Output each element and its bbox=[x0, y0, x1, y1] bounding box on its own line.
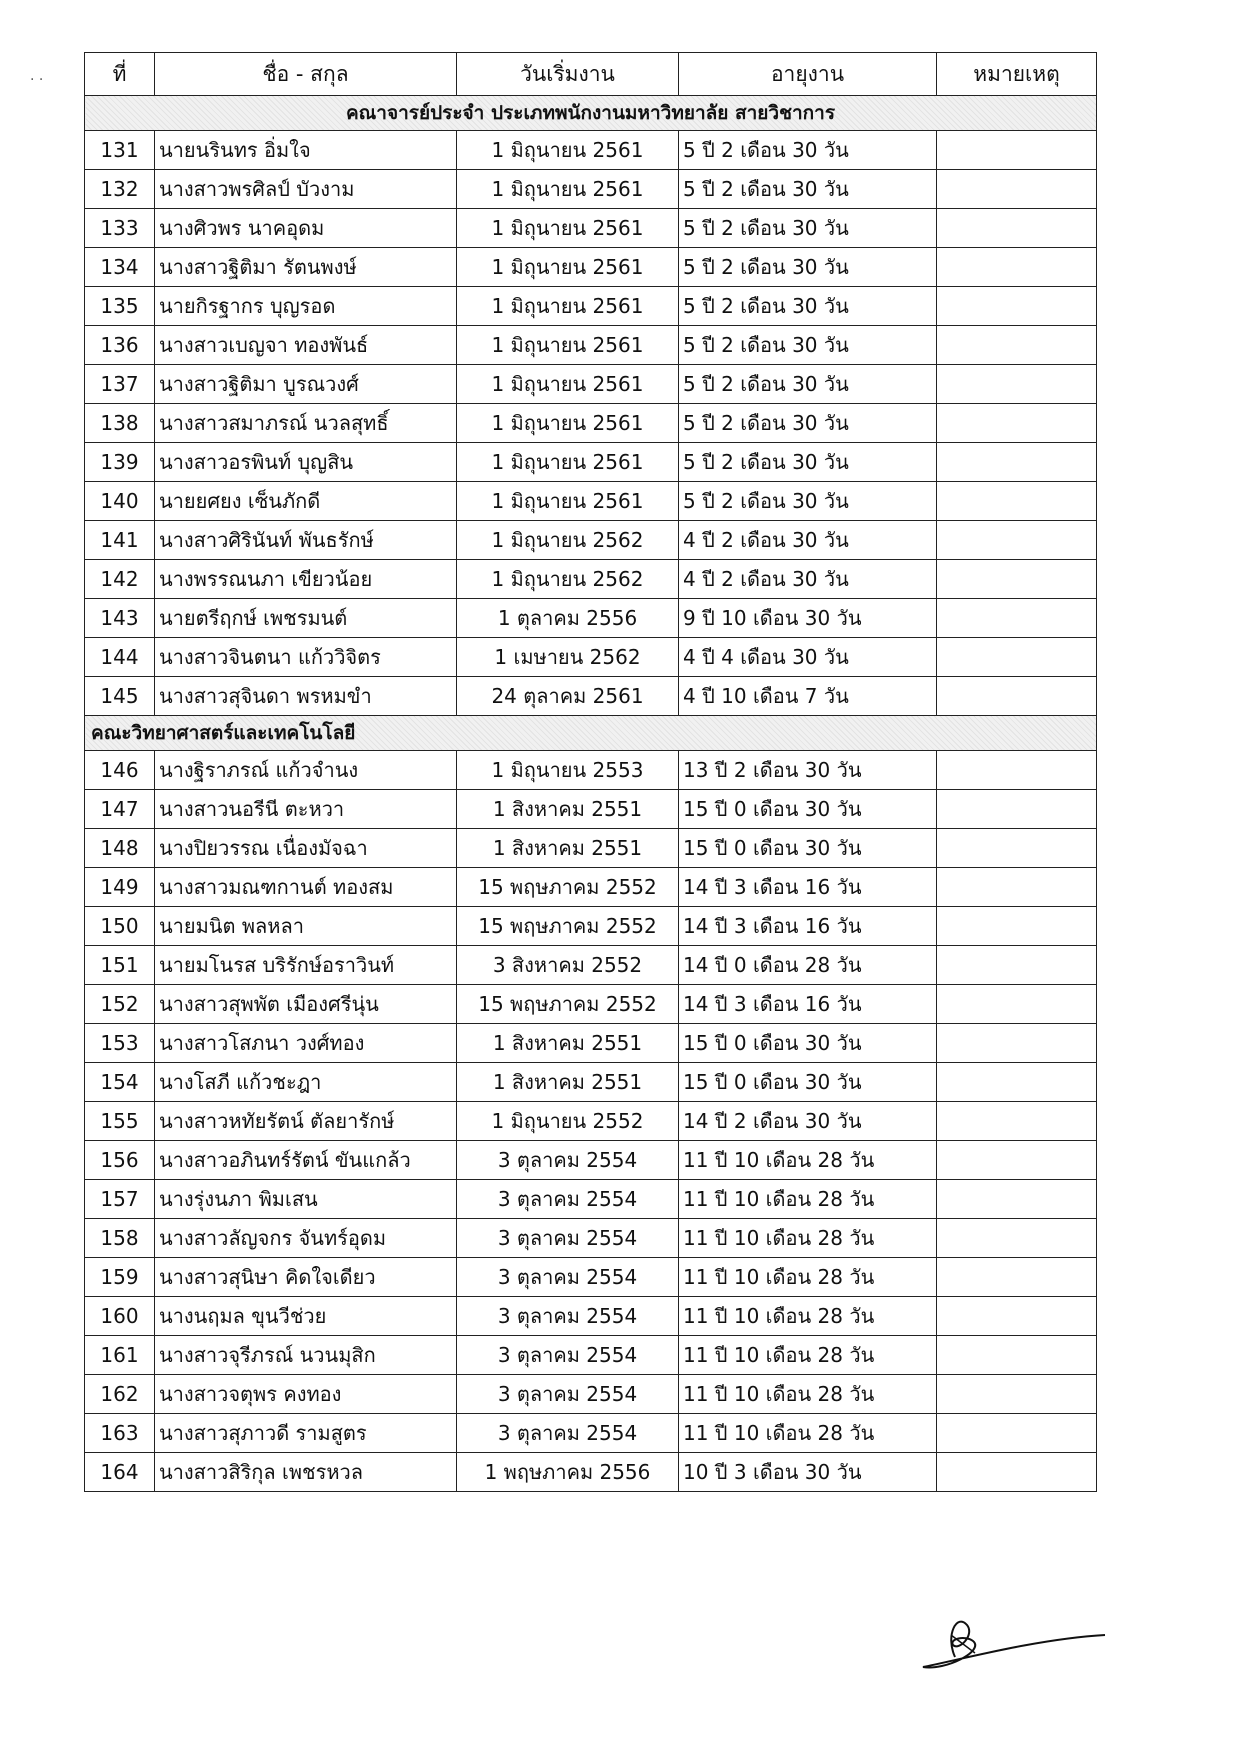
section-header-row bbox=[85, 96, 1097, 131]
row-name: นายตรีฤกษ์ เพชรมนต์ bbox=[155, 599, 457, 638]
row-start-date: 3 ตุลาคม 2554 bbox=[457, 1336, 679, 1375]
row-name: นางฐิราภรณ์ แก้วจำนง bbox=[155, 751, 457, 790]
row-name: นางสาวสุจินดา พรหมขำ bbox=[155, 677, 457, 716]
table-row bbox=[85, 1375, 1097, 1414]
header-no: ที่ bbox=[85, 53, 155, 96]
row-remark bbox=[937, 209, 1097, 248]
table-row bbox=[85, 287, 1097, 326]
row-name: นางสาวสิริกุล เพชรหวล bbox=[155, 1453, 457, 1492]
signature-mark bbox=[915, 1595, 1115, 1675]
header-start-date: วันเริ่มงาน bbox=[457, 53, 679, 96]
row-remark bbox=[937, 1024, 1097, 1063]
row-start-date: 3 ตุลาคม 2554 bbox=[457, 1219, 679, 1258]
row-number: 153 bbox=[85, 1024, 155, 1063]
row-tenure: 11 ปี 10 เดือน 28 วัน bbox=[679, 1336, 937, 1375]
row-start-date: 3 ตุลาคม 2554 bbox=[457, 1297, 679, 1336]
row-name: นางสาวอภินทร์รัตน์ ขันแกล้ว bbox=[155, 1141, 457, 1180]
table-row bbox=[85, 1219, 1097, 1258]
row-number: 163 bbox=[85, 1414, 155, 1453]
table-row bbox=[85, 985, 1097, 1024]
header-tenure: อายุงาน bbox=[679, 53, 937, 96]
row-number: 151 bbox=[85, 946, 155, 985]
row-number: 143 bbox=[85, 599, 155, 638]
row-tenure: 5 ปี 2 เดือน 30 วัน bbox=[679, 131, 937, 170]
row-name: นางสาวนอรีนี ตะหวา bbox=[155, 790, 457, 829]
row-remark bbox=[937, 248, 1097, 287]
row-name: นางสาวสุนิษา คิดใจเดียว bbox=[155, 1258, 457, 1297]
row-name: นางโสภี แก้วชะฎา bbox=[155, 1063, 457, 1102]
row-name: นายกิรฐากร บุญรอด bbox=[155, 287, 457, 326]
row-name: นางสาวฐิติมา บูรณวงศ์ bbox=[155, 365, 457, 404]
row-number: 131 bbox=[85, 131, 155, 170]
row-remark bbox=[937, 326, 1097, 365]
row-number: 134 bbox=[85, 248, 155, 287]
table-row bbox=[85, 751, 1097, 790]
row-tenure: 11 ปี 10 เดือน 28 วัน bbox=[679, 1258, 937, 1297]
row-number: 156 bbox=[85, 1141, 155, 1180]
row-tenure: 11 ปี 10 เดือน 28 วัน bbox=[679, 1180, 937, 1219]
row-start-date: 1 ตุลาคม 2556 bbox=[457, 599, 679, 638]
row-tenure: 15 ปี 0 เดือน 30 วัน bbox=[679, 1063, 937, 1102]
row-number: 149 bbox=[85, 868, 155, 907]
row-number: 159 bbox=[85, 1258, 155, 1297]
row-start-date: 1 มิถุนายน 2561 bbox=[457, 209, 679, 248]
row-tenure: 5 ปี 2 เดือน 30 วัน bbox=[679, 287, 937, 326]
row-name: นางสาวจตุพร คงทอง bbox=[155, 1375, 457, 1414]
row-number: 152 bbox=[85, 985, 155, 1024]
table-row bbox=[85, 248, 1097, 287]
row-remark bbox=[937, 868, 1097, 907]
row-name: นายมโนรส บริรักษ์อราวินท์ bbox=[155, 946, 457, 985]
table-row bbox=[85, 829, 1097, 868]
row-number: 144 bbox=[85, 638, 155, 677]
row-remark bbox=[937, 1297, 1097, 1336]
row-number: 132 bbox=[85, 170, 155, 209]
row-tenure: 15 ปี 0 เดือน 30 วัน bbox=[679, 829, 937, 868]
table-row bbox=[85, 1141, 1097, 1180]
row-start-date: 15 พฤษภาคม 2552 bbox=[457, 985, 679, 1024]
table-row bbox=[85, 638, 1097, 677]
row-start-date: 3 ตุลาคม 2554 bbox=[457, 1180, 679, 1219]
row-name: นางสาวเบญจา ทองพันธ์ bbox=[155, 326, 457, 365]
row-remark bbox=[937, 1219, 1097, 1258]
table-row bbox=[85, 868, 1097, 907]
row-tenure: 5 ปี 2 เดือน 30 วัน bbox=[679, 326, 937, 365]
row-number: 145 bbox=[85, 677, 155, 716]
row-start-date: 3 ตุลาคม 2554 bbox=[457, 1141, 679, 1180]
table-row bbox=[85, 790, 1097, 829]
row-tenure: 11 ปี 10 เดือน 28 วัน bbox=[679, 1297, 937, 1336]
row-number: 164 bbox=[85, 1453, 155, 1492]
table-row bbox=[85, 404, 1097, 443]
row-tenure: 4 ปี 2 เดือน 30 วัน bbox=[679, 560, 937, 599]
table-row bbox=[85, 907, 1097, 946]
row-name: นางปิยวรรณ เนื่องมัจฉา bbox=[155, 829, 457, 868]
row-number: 162 bbox=[85, 1375, 155, 1414]
table-header-row bbox=[85, 53, 1097, 96]
row-remark bbox=[937, 1180, 1097, 1219]
row-start-date: 1 มิถุนายน 2562 bbox=[457, 521, 679, 560]
row-name: นางนฤมล ขุนวีช่วย bbox=[155, 1297, 457, 1336]
row-tenure: 14 ปี 3 เดือน 16 วัน bbox=[679, 907, 937, 946]
row-number: 148 bbox=[85, 829, 155, 868]
row-number: 142 bbox=[85, 560, 155, 599]
row-tenure: 14 ปี 2 เดือน 30 วัน bbox=[679, 1102, 937, 1141]
row-start-date: 1 มิถุนายน 2561 bbox=[457, 170, 679, 209]
row-number: 140 bbox=[85, 482, 155, 521]
table-row bbox=[85, 209, 1097, 248]
row-remark bbox=[937, 443, 1097, 482]
row-tenure: 4 ปี 4 เดือน 30 วัน bbox=[679, 638, 937, 677]
row-number: 161 bbox=[85, 1336, 155, 1375]
row-remark bbox=[937, 1453, 1097, 1492]
row-name: นางสาวศิรินันท์ พันธรักษ์ bbox=[155, 521, 457, 560]
table-row bbox=[85, 1180, 1097, 1219]
row-number: 138 bbox=[85, 404, 155, 443]
row-name: นางสาวพรศิลป์ บัวงาม bbox=[155, 170, 457, 209]
table-row bbox=[85, 599, 1097, 638]
row-start-date: 3 ตุลาคม 2554 bbox=[457, 1258, 679, 1297]
row-remark bbox=[937, 521, 1097, 560]
row-tenure: 13 ปี 2 เดือน 30 วัน bbox=[679, 751, 937, 790]
row-remark bbox=[937, 677, 1097, 716]
row-remark bbox=[937, 751, 1097, 790]
row-start-date: 1 สิงหาคม 2551 bbox=[457, 790, 679, 829]
row-name: นางสาวมณฑกานต์ ทองสม bbox=[155, 868, 457, 907]
table-row bbox=[85, 1102, 1097, 1141]
row-name: นางรุ่งนภา พิมเสน bbox=[155, 1180, 457, 1219]
table-row bbox=[85, 326, 1097, 365]
table-row bbox=[85, 1024, 1097, 1063]
row-name: นายยศยง เซ็นภักดี bbox=[155, 482, 457, 521]
row-tenure: 15 ปี 0 เดือน 30 วัน bbox=[679, 790, 937, 829]
header-remark: หมายเหตุ bbox=[937, 53, 1097, 96]
row-start-date: 1 มิถุนายน 2561 bbox=[457, 248, 679, 287]
row-number: 157 bbox=[85, 1180, 155, 1219]
section-header-row bbox=[85, 716, 1097, 751]
row-tenure: 11 ปี 10 เดือน 28 วัน bbox=[679, 1375, 937, 1414]
row-remark bbox=[937, 1102, 1097, 1141]
row-remark bbox=[937, 287, 1097, 326]
row-remark bbox=[937, 985, 1097, 1024]
row-number: 135 bbox=[85, 287, 155, 326]
row-remark bbox=[937, 1258, 1097, 1297]
row-name: นางสาวสมาภรณ์ นวลสุทธิ์ bbox=[155, 404, 457, 443]
row-number: 150 bbox=[85, 907, 155, 946]
row-number: 155 bbox=[85, 1102, 155, 1141]
row-start-date: 1 มิถุนายน 2552 bbox=[457, 1102, 679, 1141]
row-name: นางศิวพร นาคอุดม bbox=[155, 209, 457, 248]
row-name: นางสาวจุรีภรณ์ นวนมุสิก bbox=[155, 1336, 457, 1375]
row-start-date: 1 สิงหาคม 2551 bbox=[457, 1024, 679, 1063]
row-tenure: 5 ปี 2 เดือน 30 วัน bbox=[679, 443, 937, 482]
row-name: นายนรินทร อิ่มใจ bbox=[155, 131, 457, 170]
row-remark bbox=[937, 365, 1097, 404]
row-start-date: 1 มิถุนายน 2553 bbox=[457, 751, 679, 790]
row-tenure: 14 ปี 0 เดือน 28 วัน bbox=[679, 946, 937, 985]
row-number: 154 bbox=[85, 1063, 155, 1102]
row-remark bbox=[937, 946, 1097, 985]
row-start-date: 1 มิถุนายน 2561 bbox=[457, 482, 679, 521]
staff-tenure-table bbox=[84, 52, 1097, 1492]
scan-speck: · · bbox=[30, 72, 44, 88]
row-tenure: 5 ปี 2 เดือน 30 วัน bbox=[679, 404, 937, 443]
table-row bbox=[85, 1336, 1097, 1375]
row-tenure: 5 ปี 2 เดือน 30 วัน bbox=[679, 209, 937, 248]
table-row bbox=[85, 560, 1097, 599]
row-remark bbox=[937, 1414, 1097, 1453]
table-body bbox=[85, 96, 1097, 1492]
row-remark bbox=[937, 599, 1097, 638]
row-start-date: 1 มิถุนายน 2562 bbox=[457, 560, 679, 599]
row-tenure: 11 ปี 10 เดือน 28 วัน bbox=[679, 1219, 937, 1258]
section-title: คณาจารย์ประจำ ประเภทพนักงานมหาวิทยาลัย สายวิชาการ bbox=[85, 96, 1097, 131]
table-row bbox=[85, 1414, 1097, 1453]
row-start-date: 15 พฤษภาคม 2552 bbox=[457, 868, 679, 907]
row-remark bbox=[937, 482, 1097, 521]
row-remark bbox=[937, 829, 1097, 868]
row-remark bbox=[937, 560, 1097, 599]
row-number: 136 bbox=[85, 326, 155, 365]
table-row bbox=[85, 131, 1097, 170]
row-start-date: 1 มิถุนายน 2561 bbox=[457, 365, 679, 404]
row-name: นางสาวลัญจกร จันทร์อุดม bbox=[155, 1219, 457, 1258]
table-row bbox=[85, 482, 1097, 521]
row-tenure: 5 ปี 2 เดือน 30 วัน bbox=[679, 482, 937, 521]
row-number: 141 bbox=[85, 521, 155, 560]
row-tenure: 4 ปี 2 เดือน 30 วัน bbox=[679, 521, 937, 560]
section-title: คณะวิทยาศาสตร์และเทคโนโลยี bbox=[85, 716, 1097, 751]
row-start-date: 1 มิถุนายน 2561 bbox=[457, 287, 679, 326]
row-start-date: 3 ตุลาคม 2554 bbox=[457, 1375, 679, 1414]
row-remark bbox=[937, 907, 1097, 946]
row-name: นางสาวโสภนา วงศ์ทอง bbox=[155, 1024, 457, 1063]
row-start-date: 1 สิงหาคม 2551 bbox=[457, 1063, 679, 1102]
row-name: นางสาวสุภาวดี รามสูตร bbox=[155, 1414, 457, 1453]
row-start-date: 1 มิถุนายน 2561 bbox=[457, 326, 679, 365]
row-tenure: 14 ปี 3 เดือน 16 วัน bbox=[679, 985, 937, 1024]
table-row bbox=[85, 1297, 1097, 1336]
row-tenure: 15 ปี 0 เดือน 30 วัน bbox=[679, 1024, 937, 1063]
row-start-date: 1 เมษายน 2562 bbox=[457, 638, 679, 677]
table-row bbox=[85, 365, 1097, 404]
row-tenure: 9 ปี 10 เดือน 30 วัน bbox=[679, 599, 937, 638]
row-tenure: 5 ปี 2 เดือน 30 วัน bbox=[679, 365, 937, 404]
row-tenure: 11 ปี 10 เดือน 28 วัน bbox=[679, 1141, 937, 1180]
row-number: 147 bbox=[85, 790, 155, 829]
row-number: 137 bbox=[85, 365, 155, 404]
table-row bbox=[85, 946, 1097, 985]
row-tenure: 11 ปี 10 เดือน 28 วัน bbox=[679, 1414, 937, 1453]
row-tenure: 5 ปี 2 เดือน 30 วัน bbox=[679, 170, 937, 209]
row-start-date: 1 มิถุนายน 2561 bbox=[457, 404, 679, 443]
row-tenure: 4 ปี 10 เดือน 7 วัน bbox=[679, 677, 937, 716]
row-remark bbox=[937, 1141, 1097, 1180]
row-start-date: 1 มิถุนายน 2561 bbox=[457, 443, 679, 482]
row-start-date: 15 พฤษภาคม 2552 bbox=[457, 907, 679, 946]
row-remark bbox=[937, 1336, 1097, 1375]
row-remark bbox=[937, 170, 1097, 209]
row-start-date: 1 พฤษภาคม 2556 bbox=[457, 1453, 679, 1492]
table-row bbox=[85, 1258, 1097, 1297]
row-start-date: 1 มิถุนายน 2561 bbox=[457, 131, 679, 170]
row-name: นางพรรณนภา เขียวน้อย bbox=[155, 560, 457, 599]
row-start-date: 3 ตุลาคม 2554 bbox=[457, 1414, 679, 1453]
row-name: นางสาวจินตนา แก้ววิจิตร bbox=[155, 638, 457, 677]
row-start-date: 1 สิงหาคม 2551 bbox=[457, 829, 679, 868]
row-name: นางสาวฐิติมา รัตนพงษ์ bbox=[155, 248, 457, 287]
row-start-date: 24 ตุลาคม 2561 bbox=[457, 677, 679, 716]
table-row bbox=[85, 1453, 1097, 1492]
table-row bbox=[85, 677, 1097, 716]
row-tenure: 10 ปี 3 เดือน 30 วัน bbox=[679, 1453, 937, 1492]
table-row bbox=[85, 443, 1097, 482]
row-number: 158 bbox=[85, 1219, 155, 1258]
table-row bbox=[85, 1063, 1097, 1102]
row-name: นางสาวสุพพัต เมืองศรีนุ่น bbox=[155, 985, 457, 1024]
row-number: 160 bbox=[85, 1297, 155, 1336]
row-remark bbox=[937, 404, 1097, 443]
row-tenure: 5 ปี 2 เดือน 30 วัน bbox=[679, 248, 937, 287]
row-number: 133 bbox=[85, 209, 155, 248]
row-remark bbox=[937, 790, 1097, 829]
table-row bbox=[85, 521, 1097, 560]
row-name: นางสาวหทัยรัตน์ ตัลยารักษ์ bbox=[155, 1102, 457, 1141]
header-name: ชื่อ - สกุล bbox=[155, 53, 457, 96]
row-remark bbox=[937, 131, 1097, 170]
row-start-date: 3 สิงหาคม 2552 bbox=[457, 946, 679, 985]
row-number: 139 bbox=[85, 443, 155, 482]
table-row bbox=[85, 170, 1097, 209]
row-name: นายมนิต พลหลา bbox=[155, 907, 457, 946]
row-remark bbox=[937, 1375, 1097, 1414]
row-remark bbox=[937, 638, 1097, 677]
row-remark bbox=[937, 1063, 1097, 1102]
row-tenure: 14 ปี 3 เดือน 16 วัน bbox=[679, 868, 937, 907]
row-name: นางสาวอรพินท์ บุญสิน bbox=[155, 443, 457, 482]
row-number: 146 bbox=[85, 751, 155, 790]
